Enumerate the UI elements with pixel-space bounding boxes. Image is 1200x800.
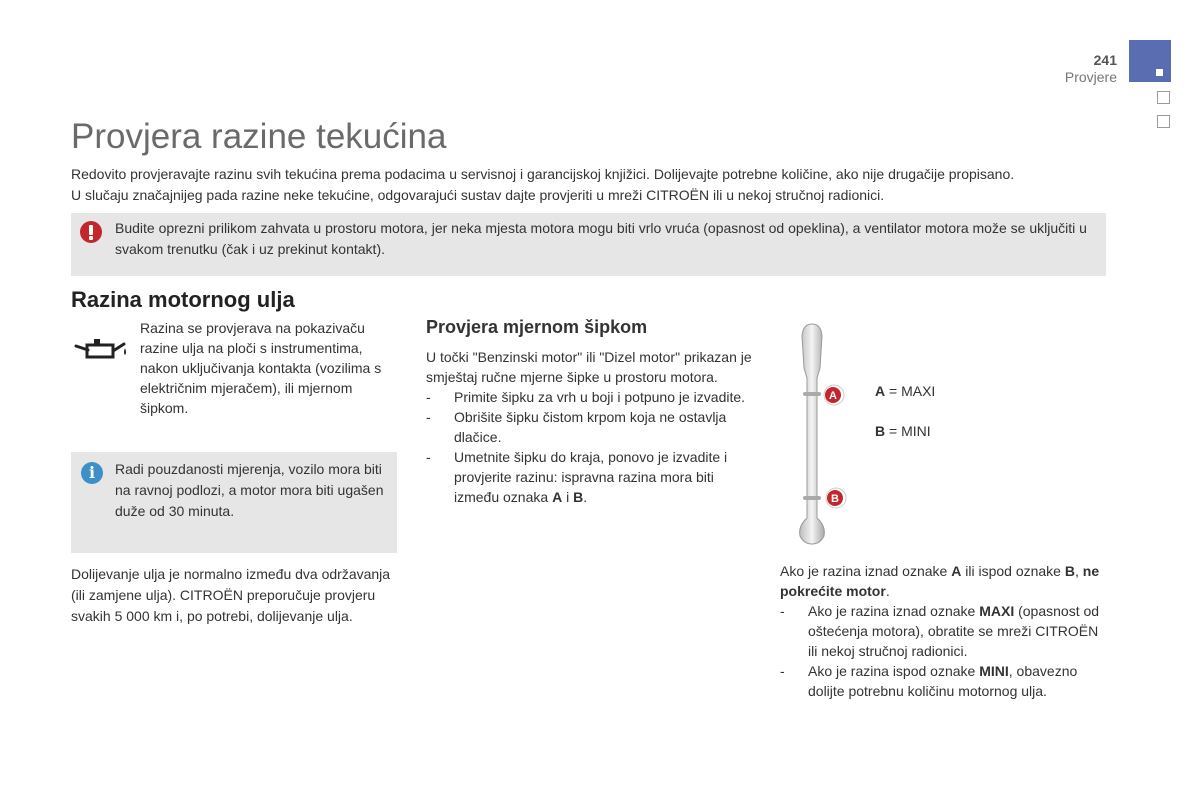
warning-text: Budite oprezni prilikom zahvata u prostoru motora, jer neka mjesta motora mogu biti vrlo vruća (opasnost od opeklina), a ventilator motora može se uključiti u svakom trenutku (čak i uz prekinut kontakt). [115,220,1087,257]
list-item: - Ako je razina iznad oznake MAXI (opasnost od oštećenja motora), obratite se mreži CITROËN ili nekoj stručnoj radionici. [780,601,1110,661]
warning-icon [80,221,102,243]
list-item: - Obrišite šipku čistom krpom koja ne ostavlja dlačice. [426,407,756,447]
intro-line: U slučaju značajnijeg pada razine neke tekućine, odgovarajući sustav dajte provjeriti u mreži CITROËN ili u nekoj stručnoj radionici. [71,187,885,203]
dipstick-shape [800,324,825,544]
info-text: Radi pouzdanosti mjerenja, vozilo mora biti na ravnoj podlozi, a motor mora biti ugašen duže od 30 minuta. [115,461,384,519]
page-title: Provjera razine tekućina [71,117,447,156]
section-name: Provjere [1064,69,1117,85]
oil-section-heading: Razina motornog ulja [71,287,295,312]
info-icon: i [81,462,103,484]
dipstick-text [426,347,756,507]
legend-mini: B = MINI [875,423,931,439]
mark-b-label: B [831,493,839,505]
intro-text [71,164,1111,206]
dipstick-steps [426,387,756,507]
list-item: - Primite šipku za vrh u boji i potpuno je izvadite. [426,387,756,407]
page-number: 241 [1093,52,1117,68]
oil-indicator-text: Razina se provjerava na pokazivaču razine ulja na ploči s instrumentima, nakon uključivanja kontakta (vozilima s električnim mjeračem), ili mjernom šipkom. [140,320,382,416]
chapter-marker-box [1157,91,1170,104]
legend-maxi: A = MAXI [875,383,936,399]
result-list [780,601,1110,701]
dipstick-diagram [790,318,860,550]
dipstick-heading: Provjera mjernom šipkom [426,317,648,337]
list-item: - Umetnite šipku do kraja, ponovo je izvadite i provjerite razinu: ispravna razina mora biti između oznaka A i B. [426,447,756,507]
dipstick-max-notch [803,392,821,396]
intro-line: Redovito provjeravajte razinu svih tekućina prema podacima u servisnoj i garancijskoj knjižici. Dolijevajte potrebne količine, ako nije drugačije propisano. [71,166,1015,182]
result-intro: Ako je razina iznad oznake A ili ispod oznake B, ne pokrećite motor. [780,563,1100,599]
chapter-tab [1129,40,1171,82]
mark-a-label: A [829,390,837,402]
result-text [780,561,1110,701]
list-item: - Ako je razina ispod oznake MINI, obavezno dolijte potrebnu količinu motornog ulja. [780,661,1110,701]
refill-text: Dolijevanje ulja je normalno između dva održavanja (ili zamjene ulja). CITROËN preporučuje provjeru svakih 5 000 km i, po potrebi, dolijevanje ulja. [71,566,391,624]
oil-can-icon [74,336,130,364]
dipstick-intro: U točki "Benzinski motor" ili "Dizel motor" prikazan je smještaj ručne mjerne šipke u prostoru motora. [426,349,752,385]
chapter-marker-box [1157,115,1170,128]
dipstick-min-notch [803,496,821,500]
